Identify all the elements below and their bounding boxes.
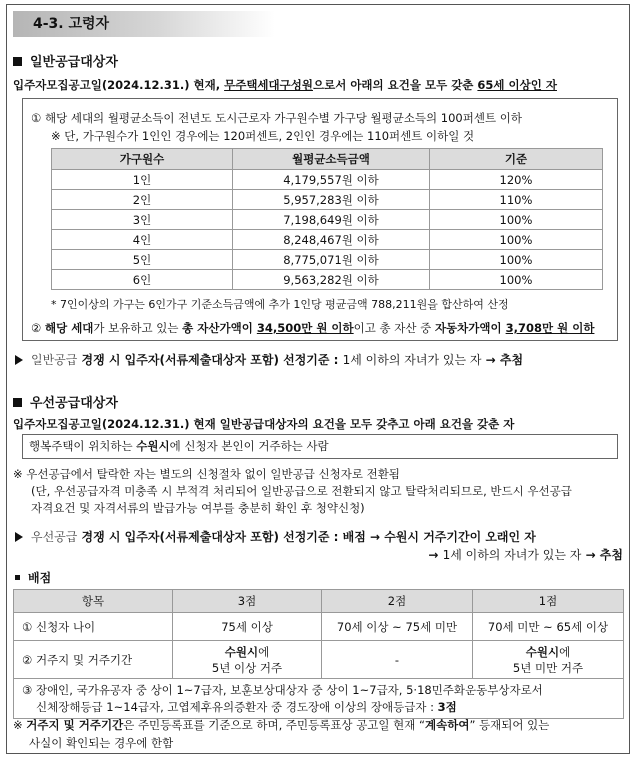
priority-note-3: 자격요건 및 자격서류의 발급가능 여부를 충분히 확인 후 청약신청) bbox=[31, 501, 365, 515]
requirement-1-note: ※ 단, 가구원수가 1인인 경우에는 120퍼센트, 2인인 경우에는 110퍼센트 이하일 것 bbox=[51, 129, 475, 143]
table-row: ③ 장애인, 국가유공자 중 상이 1~7급자, 보훈보상대상자 중 상이 1~7급자, 5·18민주화운동부상자로서 신체장해등급 1~14급자, 고엽제후유의증환자 중 경도장애 이상의 장애등급자 : 3점 bbox=[14, 679, 624, 719]
priority-note-2: (단, 우선공급자격 미충족 시 부적격 처리되어 일반공급으로 전환되지 않고 탈락처리되므로, 반드시 우선공급 bbox=[31, 484, 572, 498]
general-section-title: 일반공급대상자 bbox=[13, 51, 118, 70]
footnote: ※ 거주지 및 거주기간은 주민등록표를 기준으로 하며, 주민등록표상 공고일 현재 “계속하여” 등재되어 있는 bbox=[13, 718, 550, 732]
table-row: ① 신청자 나이 75세 이상 70세 이상 ~ 75세 미만 70세 미만 ~ 65세 이상 bbox=[14, 613, 624, 641]
footnote-cont: 사실이 확인되는 경우에 한함 bbox=[29, 736, 174, 750]
priority-intro: 입주자모집공고일(2024.12.31.) 현재 일반공급대상자의 요건을 모두 갖추고 아래 요건을 갖춘 자 bbox=[13, 417, 515, 431]
triangle-bullet-icon bbox=[15, 532, 23, 542]
section-header: 4-3. 고령자 bbox=[13, 11, 275, 37]
column-header: 2점 bbox=[322, 590, 473, 613]
table-note: * 7인이상의 가구는 6인가구 기준소득금액에 추가 1인당 평균금액 788,211원을 합산하여 산정 bbox=[51, 298, 509, 311]
table-row: 4인 8,248,467원 이하 100% bbox=[52, 230, 603, 250]
triangle-bullet-icon bbox=[15, 355, 23, 365]
square-bullet-icon bbox=[13, 57, 22, 66]
table-row: 6인 9,563,282원 이하 100% bbox=[52, 270, 603, 290]
general-intro: 입주자모집공고일(2024.12.31.) 현재, 무주택세대구성원으로서 아래의 요건을 모두 갖춘 65세 이상인 자 bbox=[13, 78, 557, 92]
priority-selection-criteria: 우선공급 경쟁 시 입주자(서류제출대상자 포함) 선정기준 : 배점 → 수원시 거주기간이 오래인 자 bbox=[15, 528, 536, 545]
requirement-1: ① 해당 세대의 월평균소득이 전년도 도시근로자 가구원수별 가구당 월평균소득의 100퍼센트 이하 bbox=[31, 111, 522, 125]
priority-selection-criteria-cont: → 1세 이하의 자녀가 있는 자 → 추첨 bbox=[428, 548, 623, 562]
priority-note-1: ※ 우선공급에서 탈락한 자는 별도의 신청절차 없이 일반공급 신청자로 전환됨 bbox=[13, 467, 400, 481]
general-selection-criteria: 일반공급 경쟁 시 입주자(서류제출대상자 포함) 선정기준 : 1세 이하의 자녀가 있는 자 → 추첨 bbox=[15, 351, 523, 368]
table-header-row bbox=[52, 149, 603, 170]
general-requirements-box bbox=[22, 98, 618, 341]
column-header: 기준 bbox=[430, 149, 603, 170]
column-header: 1점 bbox=[473, 590, 624, 613]
table-row: 2인 5,957,283원 이하 110% bbox=[52, 190, 603, 210]
score-title: 배점 bbox=[15, 569, 51, 586]
priority-section-title: 우선공급대상자 bbox=[13, 392, 118, 411]
column-header: 월평균소득금액 bbox=[233, 149, 430, 170]
requirement-2: ② 해당 세대가 보유하고 있는 총 자산가액이 34,500만 원 이하이고 총 자산 중 자동차가액이 3,708만 원 이하 bbox=[31, 321, 595, 335]
table-row: ② 거주지 및 거주기간 수원시에 5년 이상 거주 - 수원시에 5년 미만 거주 bbox=[14, 641, 624, 679]
table-row: 5인 8,775,071원 이하 100% bbox=[52, 250, 603, 270]
column-header: 항목 bbox=[14, 590, 173, 613]
score-table bbox=[13, 589, 624, 719]
column-header: 3점 bbox=[173, 590, 322, 613]
priority-requirement-box: 행복주택이 위치하는 수원시에 신청자 본인이 거주하는 사람 bbox=[22, 434, 618, 459]
column-header: 가구원수 bbox=[52, 149, 233, 170]
table-header-row bbox=[14, 590, 624, 613]
table-row: 3인 7,198,649원 이하 100% bbox=[52, 210, 603, 230]
document-page bbox=[6, 4, 630, 754]
table-row: 1인 4,179,557원 이하 120% bbox=[52, 170, 603, 190]
dot-bullet-icon bbox=[15, 575, 20, 580]
square-bullet-icon bbox=[13, 398, 22, 407]
income-table bbox=[51, 148, 603, 290]
